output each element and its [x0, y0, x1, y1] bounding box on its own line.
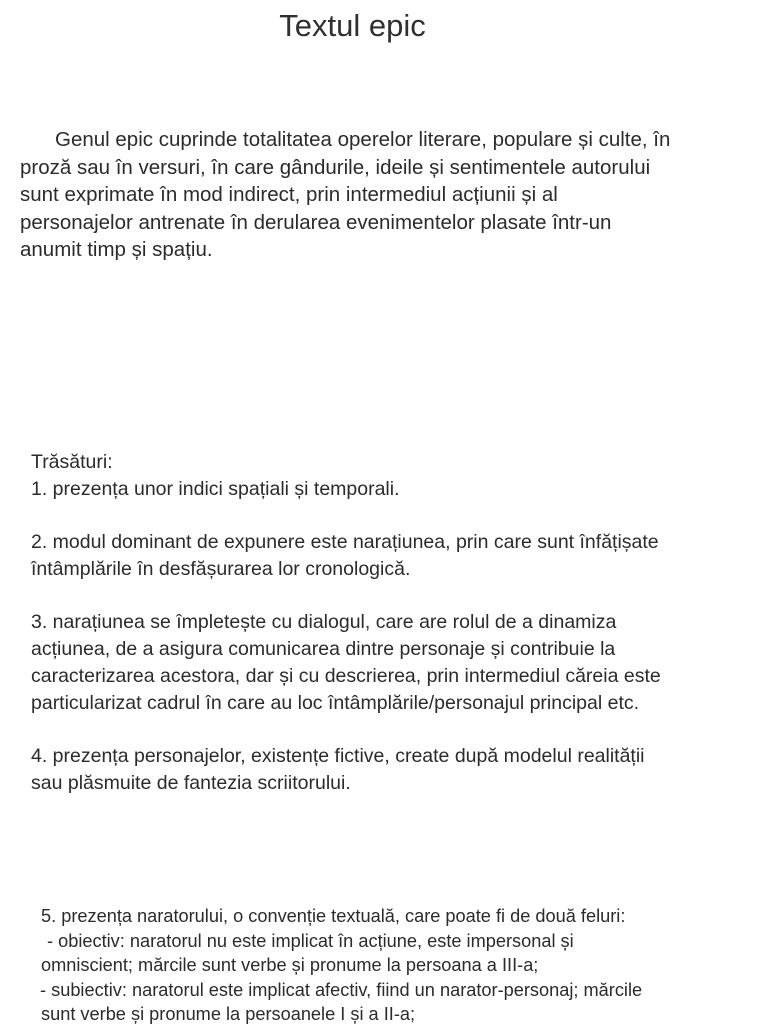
feature-item-2-line: întâmplările în desfășurarea lor cronologică. [31, 558, 411, 580]
feature-item-3-line: acțiunea, de a asigura comunicarea dintre personaje și contribuie la [31, 638, 616, 660]
features-section [31, 449, 751, 797]
intro-line: Genul epic cuprinde totalitatea operelor literare, populare și culte, în [55, 128, 671, 151]
feature-item-4-line: 4. prezența personajelor, existențe fictive, create după modelul realității [31, 745, 645, 767]
feature-item-3-line: particularizat cadrul în care au loc întâmplările/personajul principal etc. [31, 692, 640, 714]
feature-item-2-line: 2. modul dominant de expunere este narațiunea, prin care sunt înfățișate [31, 531, 659, 553]
narrator-objective-line: omniscient; mărcile sunt verbe și pronume la persoana a III-a; [41, 955, 539, 975]
page-title: Textul epic [279, 8, 426, 43]
intro-line: sunt exprimate în mod indirect, prin intermediul acțiunii și al [20, 183, 558, 206]
narrator-item-heading: 5. prezența naratorului, o convenție textuală, care poate fi de două feluri: [41, 906, 626, 926]
paragraph-spacer [31, 583, 751, 609]
paragraph-spacer [31, 503, 751, 529]
feature-item-4-line: sau plăsmuite de fantezia scriitorului. [31, 772, 351, 794]
narrator-subjective-line: sunt verbe și pronume la persoanele I și a II-a; [41, 1004, 416, 1024]
intro-paragraph [20, 126, 748, 264]
feature-item-3-line: 3. narațiunea se împletește cu dialogul, care are rolul de a dinamiza [31, 611, 617, 633]
narrator-section [41, 904, 751, 1027]
features-heading: Trăsături: [31, 451, 113, 473]
intro-line: anumit timp și spațiu. [20, 238, 213, 261]
feature-item-3-line: caracterizarea acestora, dar și cu descrierea, prin intermediul căreia este [31, 665, 661, 687]
feature-item-1: 1. prezența unor indici spațiali și temporali. [31, 478, 400, 500]
intro-line: personajelor antrenate în derularea evenimentelor plasate într-un [20, 210, 612, 234]
intro-line: proză sau în versuri, în care gândurile, ideile și sentimentele autorului [20, 155, 651, 179]
narrator-objective-line: - obiectiv: naratorul nu este implicat în acțiune, este impersonal și [47, 930, 574, 951]
paragraph-spacer [31, 717, 751, 743]
narrator-subjective-line: - subiectiv: naratorul este implicat afectiv, fiind un narator-personaj; mărcile [40, 979, 643, 1000]
